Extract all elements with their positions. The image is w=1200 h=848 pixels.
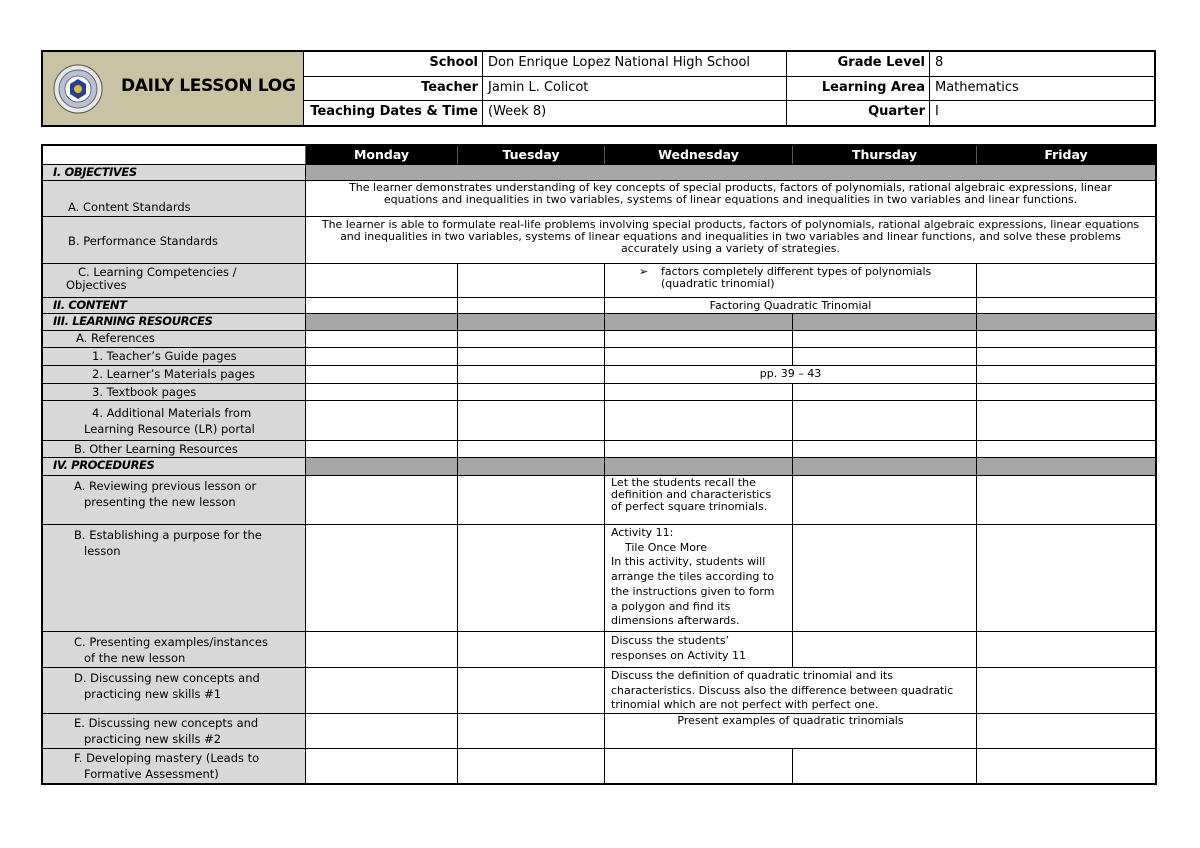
cell-monday (305, 384, 457, 400)
learning-area-label: Learning Area (787, 77, 930, 100)
procedure-a-wednesday (604, 476, 792, 524)
section-row-objectives (43, 165, 1155, 181)
day-wednesday: Wednesday (604, 146, 792, 164)
cell-wednesday (604, 458, 792, 475)
row-label: 1. Teacher’s Guide pages (43, 348, 305, 365)
cell-wednesday (604, 348, 792, 365)
text-line: characteristics. Discuss also the difference between quadratic (611, 683, 954, 697)
text-line: Discuss the definition of quadratic trinomial and its (611, 669, 893, 682)
text-line: factors completely different types of polynomials (661, 265, 932, 278)
text-line: equations and inequalities in two variables, systems of linear equations and inequalities in two variables and linear functions. (383, 193, 1078, 206)
references-row (43, 331, 1155, 348)
procedure-e-row (43, 714, 1155, 749)
row-label (43, 401, 305, 440)
teaching-dates-label: Teaching Dates & Time (304, 101, 483, 125)
label-line: presenting the new lesson (84, 495, 236, 509)
cell-monday (305, 525, 457, 631)
procedure-e-wed-thu: Present examples of quadratic trinomials (604, 714, 976, 748)
cell-thursday (792, 331, 976, 347)
row-label: 3. Textbook pages (43, 384, 305, 400)
days-header-row (43, 146, 1155, 165)
quarter-value: I (935, 104, 939, 119)
cell-monday (305, 714, 457, 748)
cell-tuesday (457, 384, 604, 400)
procedure-b-row (43, 525, 1155, 632)
cell-tuesday (457, 331, 604, 347)
day-tuesday: Tuesday (457, 146, 604, 164)
section-heading-resources: III. LEARNING RESOURCES (43, 314, 305, 330)
cell-friday (976, 331, 1155, 347)
cell-friday (976, 749, 1155, 783)
row-label (43, 476, 305, 524)
text-line: In this activity, students will (611, 555, 766, 569)
lm-pages-value: pp. 39 – 43 (604, 366, 976, 383)
cell-thursday (792, 458, 976, 475)
cell-wednesday (604, 401, 792, 440)
cell-friday (976, 314, 1155, 330)
row-label: A. Content Standards (43, 181, 305, 216)
teaching-dates-value: (Week 8) (483, 101, 787, 125)
row-label (43, 668, 305, 713)
label-line: C. Presenting examples/instances (74, 635, 269, 649)
row-label (43, 525, 305, 631)
cell-friday (976, 476, 1155, 524)
cell-tuesday (457, 476, 604, 524)
text-line: dimensions afterwards. (611, 614, 740, 628)
cell-wednesday (604, 749, 792, 783)
label-line: practicing new skills #1 (84, 687, 222, 701)
cell-tuesday (457, 714, 604, 748)
cell-monday (305, 458, 457, 475)
section-row-procedures (43, 458, 1155, 476)
day-thursday: Thursday (792, 146, 976, 164)
cell-tuesday (457, 348, 604, 365)
cell-thursday (792, 525, 976, 631)
cell-monday (305, 401, 457, 440)
cell-tuesday (457, 441, 604, 457)
cell-friday (976, 668, 1155, 713)
procedure-b-wednesday (604, 525, 792, 631)
content-standards-text (305, 181, 1155, 216)
text-line: Let the students recall the (611, 476, 756, 489)
row-label (43, 632, 305, 667)
text-line: of perfect square trinomials. (611, 500, 768, 513)
label-line: Learning Resource (LR) portal (84, 422, 255, 436)
cell-monday (305, 331, 457, 347)
page-title: DAILY LESSON LOG (121, 76, 296, 96)
cell-tuesday (457, 668, 604, 713)
section-row-content (43, 298, 1155, 314)
procedure-d-row (43, 668, 1155, 714)
cell-wednesday (604, 331, 792, 347)
label-line: lesson (84, 544, 121, 558)
section-heading-content: II. CONTENT (43, 298, 305, 313)
cell-monday (305, 366, 457, 383)
row-label (43, 714, 305, 748)
cell-monday (305, 632, 457, 667)
cell-tuesday (457, 298, 604, 313)
content-standards-row (43, 181, 1155, 217)
section-heading-procedures: IV. PROCEDURES (43, 458, 305, 475)
teacher-label: Teacher (304, 77, 483, 100)
cell-monday (305, 668, 457, 713)
cell-thursday (792, 749, 976, 783)
row-label (43, 264, 305, 297)
cell-monday (305, 348, 457, 365)
label-line: F. Developing mastery (Leads to (74, 751, 260, 765)
competencies-row (43, 264, 1155, 298)
text-line: a polygon and find its (611, 599, 731, 613)
cell-friday (976, 348, 1155, 365)
cell-wednesday (604, 384, 792, 400)
cell-tuesday (457, 401, 604, 440)
cell-friday (976, 298, 1155, 313)
cell-friday (976, 384, 1155, 400)
header-row-school (304, 52, 1154, 76)
label-line: practicing new skills #2 (84, 732, 222, 746)
grade-level-value: 8 (935, 55, 944, 70)
cell-monday (305, 476, 457, 524)
text-line: Discuss the students’ (611, 634, 730, 647)
cell-thursday (792, 441, 976, 457)
cell-tuesday (457, 632, 604, 667)
school-value: Don Enrique Lopez National High School (483, 52, 787, 76)
content-topic: Factoring Quadratic Trinomial (604, 298, 976, 313)
cell-tuesday (457, 264, 604, 297)
label-line: D. Discussing new concepts and (74, 671, 260, 685)
teachers-guide-row (43, 348, 1155, 366)
cell-thursday (792, 314, 976, 330)
label-line: E. Discussing new concepts and (74, 716, 259, 730)
cell-wednesday (604, 441, 792, 457)
cell-tuesday (457, 366, 604, 383)
text-line: trinomial which are not perfect with perfect one. (611, 698, 879, 711)
day-monday: Monday (305, 146, 457, 164)
cell-friday (976, 525, 1155, 631)
cell-friday (976, 632, 1155, 667)
label-line: C. Learning Competencies / (78, 265, 237, 279)
cell-thursday (792, 632, 976, 667)
grade-level-label: Grade Level (787, 52, 930, 76)
text-line: and inequalities in two variables, systems of linear equations and inequalities in two variables and linear functions, and solve these problems (340, 230, 1121, 243)
day-friday: Friday (976, 146, 1155, 164)
cell-friday (976, 458, 1155, 475)
school-label: School (304, 52, 483, 76)
competency-text (604, 264, 976, 297)
cell-tuesday (457, 458, 604, 475)
lesson-log-header (41, 50, 1156, 127)
other-resources-row (43, 441, 1155, 458)
cell-wednesday (604, 314, 792, 330)
header-row-dates (304, 100, 1154, 125)
text-line: Tile Once More (625, 540, 707, 554)
label-line: of the new lesson (84, 651, 186, 665)
label-line: 4. Additional Materials from (92, 406, 252, 420)
cell-thursday (792, 401, 976, 440)
row-label: A. References (43, 331, 305, 347)
cell-friday (976, 264, 1155, 297)
text-line: Activity 11: (611, 526, 674, 539)
cell-thursday (792, 348, 976, 365)
text-line: The learner is able to formulate real-life problems involving special products, factors of polynomials, rational algebraic expressions, linear equations (321, 218, 1140, 231)
cell-monday (305, 749, 457, 783)
label-line: A. Reviewing previous lesson or (74, 479, 257, 493)
performance-standards-row (43, 217, 1155, 264)
cell-monday (305, 264, 457, 297)
teacher-value: Jamin L. Colicot (483, 77, 787, 100)
cell-thursday (792, 476, 976, 524)
procedure-d-wed-thu (604, 668, 976, 713)
textbook-row (43, 384, 1155, 401)
label-line: Objectives (66, 278, 127, 292)
procedure-c-wednesday (604, 632, 792, 667)
additional-materials-row (43, 401, 1155, 441)
header-title-panel (43, 52, 304, 125)
text-line: (quadratic trinomial) (661, 277, 775, 290)
row-label: B. Performance Standards (43, 217, 305, 263)
cell-tuesday (457, 314, 604, 330)
header-row-teacher (304, 76, 1154, 100)
arrow-bullet-icon: ➢ (639, 265, 649, 278)
label-line: B. Establishing a purpose for the (74, 528, 262, 542)
procedure-c-row (43, 632, 1155, 668)
cell-monday (305, 298, 457, 313)
text-line: definition and characteristics (611, 488, 772, 501)
section-shade (305, 165, 1155, 180)
cell-friday (976, 714, 1155, 748)
cell-monday (305, 441, 457, 457)
deped-seal-icon (53, 64, 103, 114)
lesson-log-table (41, 144, 1157, 785)
quarter-label: Quarter (787, 101, 930, 125)
row-label: 2. Learner’s Materials pages (43, 366, 305, 383)
section-heading-objectives: I. OBJECTIVES (43, 165, 305, 180)
cell-friday (976, 401, 1155, 440)
text-line: accurately using a variety of strategies. (620, 242, 841, 255)
text-line: The learner demonstrates understanding of key concepts of special products, factors of polynomials, rational algebraic expressions, linear (349, 181, 1112, 194)
cell-tuesday (457, 749, 604, 783)
performance-standards-text (305, 217, 1155, 263)
row-label: B. Other Learning Resources (43, 441, 305, 457)
cell-friday (976, 441, 1155, 457)
cell-thursday (792, 384, 976, 400)
cell-tuesday (457, 525, 604, 631)
procedure-f-row (43, 749, 1155, 783)
cell-monday (305, 314, 457, 330)
section-row-resources (43, 314, 1155, 331)
corner-cell (43, 146, 305, 164)
procedure-a-row (43, 476, 1155, 525)
label-line: Formative Assessment) (84, 767, 219, 781)
text-line: the instructions given to form (611, 584, 775, 598)
text-line: arrange the tiles according to (611, 570, 774, 584)
row-label (43, 749, 305, 783)
learning-area-value: Mathematics (935, 80, 1019, 95)
cell-friday (976, 366, 1155, 383)
text-line: responses on Activity 11 (611, 649, 747, 662)
learners-materials-row (43, 366, 1155, 384)
